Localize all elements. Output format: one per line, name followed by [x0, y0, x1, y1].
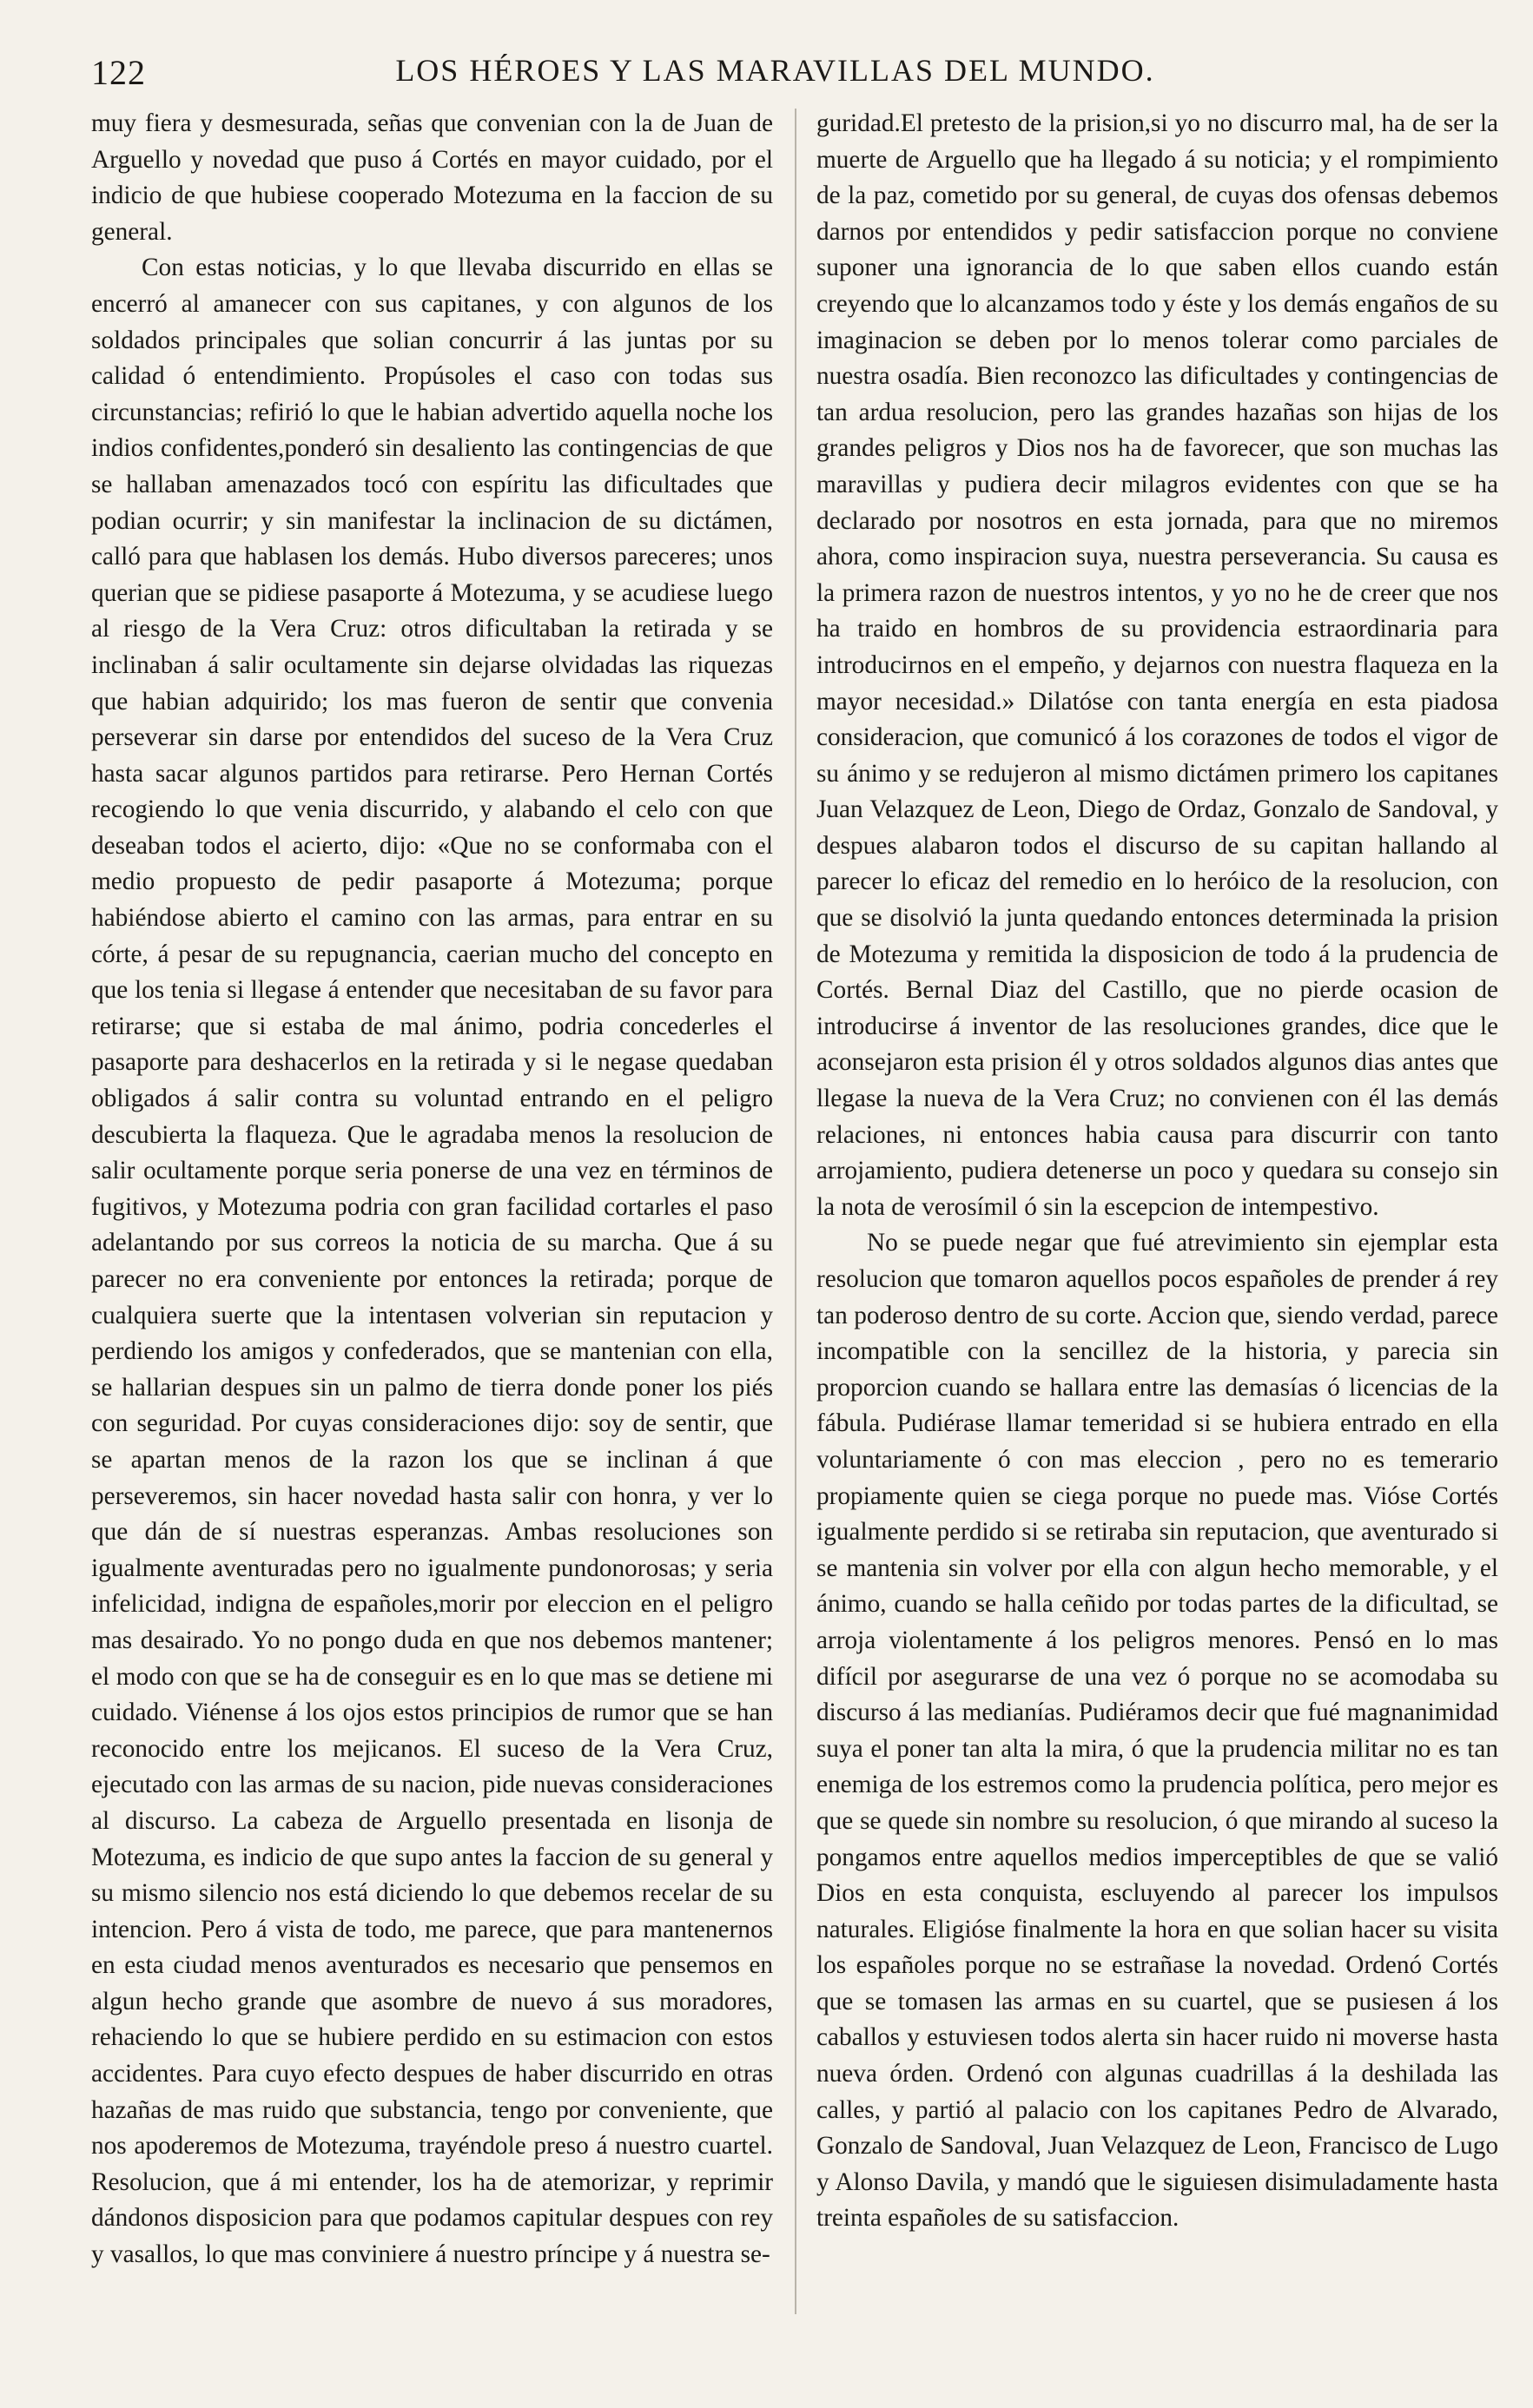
- paragraph: Con estas noticias, y lo que llevaba discurrido en ellas se encerró al amanecer con sus capitanes, y con algunos de los soldados principales que solian concurrir á las juntas por su calidad ó entendimiento. Propúsoles el caso con todas sus circunstancias; refirió lo que le habian advertido aquella noche los indios confidentes,ponderó sin desaliento las contingencias de que se hallaban amenazados tocó con espíritu las dificultades que podian ocurrir; y sin manifestar la inclinacion de su dictámen, calló para que hablasen los demás. Hubo diversos pareceres; unos querian que se pidiese pasaporte á Motezuma, y se acudiese luego al riesgo de la Vera Cruz: otros dificultaban la retirada y se inclinaban á salir ocultamente sin dejarse olvidadas las riquezas que habian adquirido; los mas fueron de sentir que convenia perseverar sin darse por entendidos del suceso de la Vera Cruz hasta sacar algunos partidos para retirarse. Pero Hernan Cortés recogiendo lo que venia discurrido, y alabando el celo con que deseaban todos el acierto, dijo: «Que no se conformaba con el medio propuesto de pedir pasaporte á Motezuma; porque habiéndose abierto el camino con las armas, para entrar en su córte, á pesar de su repugnancia, caerian mucho del concepto en que los tenia si llegase á entender que necesitaban de su favor para retirarse; que si estaba de mal ánimo, podria concederles el pasaporte para deshacerlos en la retirada y si le negase quedaban obligados á salir contra su voluntad entrando en el peligro descubierta la flaqueza. Que le agradaba menos la resolucion de salir ocultamente porque seria ponerse de una vez en términos de fugitivos, y Motezuma podria con gran facilidad cortarles el paso adelantando por sus correos la noticia de su marcha. Que á su parecer no era conveniente por entonces la retirada; porque de cualquiera suerte que la intentasen volverian sin reputacion y perdiendo los amigos y confederados, que se mantenian con ella, se hallarian despues sin un palmo de tierra donde poner los piés con seguridad. Por cuyas consideraciones dijo: soy de sentir, que se apartan menos de la razon los que se inclinan á que perseveremos, sin hacer novedad hasta salir con honra, y ver lo que dán de sí nuestras esperanzas. Ambas resoluciones son igualmente aventuradas pero no igualmente pundonorosas; y seria infelicidad, indigna de españoles,morir por eleccion en el peligro mas desairado. Yo no pongo duda en que nos debemos mantener; el modo con que se ha de conseguir es en lo que mas se detiene mi cuidado. Viénense á los ojos estos principios de rumor que se han reconocido entre los mejicanos. El suceso de la Vera Cruz, ejecutado con las armas de su nacion, pide nuevas consideraciones al discurso. La cabeza de Arguello presentada en lisonja de Motezuma, es indicio de que supo antes la faccion de su general y su mismo silencio nos está diciendo lo que debemos recelar de su intencion. Pero á vista de todo, me parece, que para mantenernos en esta ciudad menos aventurados es necesario que pensemos en algun hecho grande que asombre de nuevo á sus moradores, rehaciendo lo que se hubiere perdido en su estimacion con estos accidentes. Para cuyo efecto despues de haber discurrido en otras hazañas de mas ruido que substancia, tengo por conveniente, que nos apoderemos de Motezuma, trayéndole preso á nuestro cuartel. Resolucion, que á mi entender, los ha de atemorizar, y reprimir dándonos disposicion para que podamos capitular despues con rey y vasallos, lo que mas conviniere á nuestro príncipe y á nuestra se-: [91, 254, 773, 2269]
- paragraph: guridad.El pretesto de la prision,si yo no discurro mal, ha de ser la muerte de Arguello que ha llegado á su noticia; y el rompimiento de la paz, cometido por su general, de cuyas dos ofensas debemos darnos por entendidos y pedir satisfaccion porque no conviene suponer una ignorancia de lo que saben ellos cuando están creyendo que lo alcanzamos todo y éste y los demás engaños de su imaginacion se deben por lo menos tolerar como parciales de nuestra osadía. Bien reconozco las dificultades y contingencias de tan ardua resolucion, pero las grandes hazañas son hijas de los grandes peligros y Dios nos ha de favorecer, que son muchas las maravillas y pudiera decir milagros evidentes con que se ha declarado por nosotros en esta jornada, para que no miremos ahora, como inspiracion suya, nuestra perseverancia. Su causa es la primera razon de nuestros intentos, y yo no he de creer que nos ha traido en hombros de su providencia estraordinaria para introducirnos en el empeño, y dejarnos con nuestra flaqueza en la mayor necesidad.» Dilatóse con tanta energía en esta piadosa consideracion, que comunicó á los corazones de todos el vigor de su ánimo y se redujeron al mismo dictámen primero los capitanes Juan Velazquez de Leon, Diego de Ordaz, Gonzalo de Sandoval, y despues alabaron todos el discurso de su capitan hallando al parecer lo eficaz del remedio en lo heróico de la resolucion, con que se disolvió la junta quedando entonces determinada la prision de Motezuma y remitida la disposicion de todo á la prudencia de Cortés. Bernal Diaz del Castillo, que no pierde ocasion de introducirse á inventor de las resoluciones grandes, dice que le aconsejaron esta prision él y otros soldados algunos dias antes que llegase la nueva de la Vera Cruz; no convienen con él las demás relaciones, ni entonces habia causa para discurrir con tanto arrojamiento, pudiera detenerse un poco y quedara su consejo sin la nota de verosímil ó sin la escepcion de intempestivo.: [816, 109, 1498, 1221]
- left-column: [91, 106, 773, 2273]
- column-divider: [795, 109, 796, 2314]
- paragraph: muy fiera y desmesurada, señas que convenian con la de Juan de Arguello y novedad que puso á Cortés en mayor cuidado, por el indicio de que hubiese cooperado Motezuma en la faccion de su general.: [91, 109, 773, 246]
- page-header: [91, 52, 1459, 97]
- right-column: [816, 106, 1498, 2237]
- page-number: 122: [91, 53, 146, 92]
- paragraph: No se puede negar que fué atrevimiento sin ejemplar esta resolucion que tomaron aquellos pocos españoles de prender á rey tan poderoso dentro de su corte. Accion que, siendo verdad, parece incompatible con la sencillez de la historia, y parecia sin proporcion cuando se hallara entre las demasías ó licencias de la fábula. Pudiérase llamar temeridad si se hubiera entrado en ella voluntariamente ó con mas eleccion , pero no es temerario propiamente quien se ciega porque no puede mas. Vióse Cortés igualmente perdido si se retiraba sin reputacion, que aventurado si se mantenia sin volver por ella con algun hecho memorable, y el ánimo, cuando se halla ceñido por todas partes de la dificultad, se arroja violentamente á los peligros menores. Pensó en lo mas difícil por asegurarse de una vez ó porque no se acomodaba su discurso á las medianías. Pudiéramos decir que fué magnanimidad suya el poner tan alta la mira, ó que la prudencia militar no es tan enemiga de los estremos como la prudencia política, pero mejor es que se quede sin nombre su resolucion, ó que mirando al suceso la pongamos entre aquellos medios imperceptibles de que se valió Dios en esta conquista, escluyendo al parecer los impulsos naturales. Eligióse finalmente la hora en que solian hacer su visita los españoles porque no se estrañase la novedad. Ordenó Cortés que se tomasen las armas en su cuartel, que se pusiesen á los caballos y estuviesen todos alerta sin hacer ruido ni moverse hasta nueva órden. Ordenó con algunas cuadrillas á la deshilada las calles, y partió al palacio con los capitanes Pedro de Alvarado, Gonzalo de Sandoval, Juan Velazquez de Leon, Francisco de Lugo y Alonso Davila, y mandó que le siguiesen disimuladamente hasta treinta españoles de su satisfaccion.: [816, 1229, 1498, 2233]
- running-title: LOS HÉROES Y LAS MARAVILLAS DEL MUNDO.: [395, 53, 1155, 88]
